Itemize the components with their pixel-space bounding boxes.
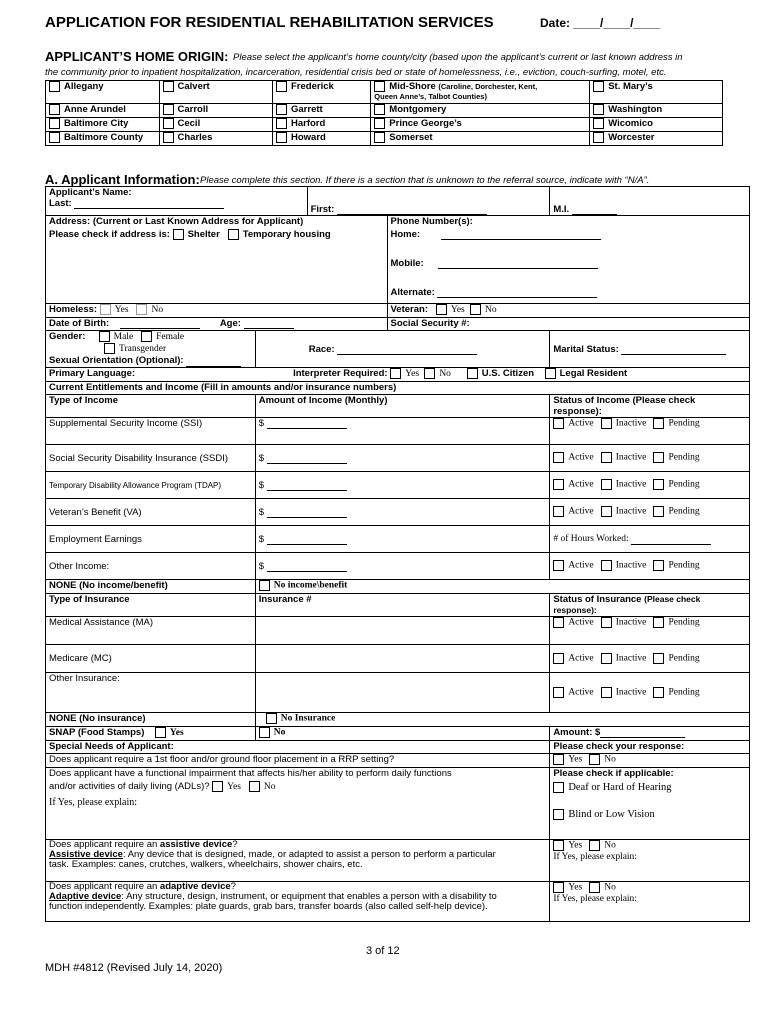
adl-question-2: and/or activities of daily living (ADLs)? xyxy=(49,781,210,793)
county-checkbox[interactable] xyxy=(374,118,385,129)
deaf-label: Deaf or Hard of Hearing xyxy=(568,782,672,794)
inactive-label: Inactive xyxy=(615,560,647,571)
active-label: Active xyxy=(568,418,594,429)
income-amount-input[interactable] xyxy=(267,544,347,545)
active-label: Active xyxy=(568,653,594,664)
active-checkbox[interactable] xyxy=(553,687,564,698)
male-checkbox[interactable] xyxy=(99,331,110,342)
inactive-checkbox[interactable] xyxy=(601,617,612,628)
no-insurance-label: No Insurance xyxy=(280,713,336,724)
assistive-yes-checkbox[interactable] xyxy=(553,840,564,851)
county-checkbox[interactable] xyxy=(374,132,385,143)
county-checkbox[interactable] xyxy=(49,118,60,129)
no-label: No xyxy=(604,882,616,893)
race-input[interactable] xyxy=(337,354,477,355)
no-label: No xyxy=(439,369,451,380)
county-checkbox[interactable] xyxy=(374,81,385,92)
veteran-yes-checkbox[interactable] xyxy=(436,304,447,315)
temp-housing-checkbox[interactable] xyxy=(228,229,239,240)
county-label: Washington xyxy=(608,104,663,116)
assistive-question: Does applicant require an xyxy=(49,839,158,851)
active-checkbox[interactable] xyxy=(553,506,564,517)
assistive-no-checkbox[interactable] xyxy=(589,840,600,851)
county-label: Mid-Shore xyxy=(389,81,436,93)
homeless-no-checkbox[interactable] xyxy=(136,304,147,315)
table-row xyxy=(46,472,750,499)
county-label: Anne Arundel xyxy=(64,104,126,116)
ssn-label: Social Security #: xyxy=(390,318,470,329)
insurance-num-input[interactable] xyxy=(255,673,550,713)
interpreter-yes-checkbox[interactable] xyxy=(390,368,401,379)
county-checkbox[interactable] xyxy=(163,118,174,129)
county-label: St. Mary’s xyxy=(608,81,653,93)
county-checkbox[interactable] xyxy=(374,104,385,115)
county-label: Wicomico xyxy=(608,118,653,130)
table-row xyxy=(46,499,750,526)
table-row xyxy=(46,418,750,445)
assistive-explain-label: If Yes, please explain: xyxy=(553,851,637,862)
income-type-cell: Temporary Disability Allowance Program (TDAP) xyxy=(46,472,256,499)
adl-explain-label: If Yes, please explain: xyxy=(49,797,138,809)
interpreter-no-checkbox[interactable] xyxy=(424,368,435,379)
yes-label: Yes xyxy=(114,305,129,316)
section-a-heading: A. Applicant Information: xyxy=(45,172,200,187)
origin-instructions-2: the community prior to inpatient hospitalization, incarceration, residential crisis bed or state of homelessness, i.e., eviction, couch-surfing, motel, etc. xyxy=(45,67,667,78)
no-label: No xyxy=(263,782,276,793)
veteran-no-checkbox[interactable] xyxy=(470,304,481,315)
special-needs-heading: Special Needs of Applicant: xyxy=(46,741,550,754)
pending-checkbox[interactable] xyxy=(653,418,664,429)
assistive-def-text-2: task. Examples: canes, crutches, walkers, wheelchairs, shower chairs, etc. xyxy=(49,859,363,871)
active-label: Active xyxy=(568,479,594,490)
inactive-label: Inactive xyxy=(615,418,647,429)
adaptive-def-term: Adaptive device xyxy=(49,891,122,903)
mobile-phone-label: Mobile: xyxy=(390,258,424,269)
amount-income-header: Amount of Income (Monthly) xyxy=(255,395,550,418)
first-name-input[interactable] xyxy=(337,214,487,215)
insurance-type-cell: Other Insurance: xyxy=(46,673,256,713)
adaptive-device-term: adaptive device xyxy=(159,881,231,893)
no-label: No xyxy=(485,305,497,316)
first-name-label: First: xyxy=(310,204,335,215)
insurance-num-input[interactable] xyxy=(255,645,550,673)
pending-checkbox[interactable] xyxy=(653,479,664,490)
hours-worked-label: # of Hours Worked: xyxy=(553,533,629,544)
mi-input[interactable] xyxy=(572,214,617,215)
no-label: No xyxy=(604,840,616,851)
transgender-label: Transgender xyxy=(119,344,167,355)
pending-label: Pending xyxy=(668,687,700,698)
inactive-checkbox[interactable] xyxy=(601,560,612,571)
income-amount-input[interactable] xyxy=(267,428,347,429)
county-label: Baltimore City xyxy=(64,118,129,130)
no-insurance-checkbox[interactable] xyxy=(266,713,277,724)
check-response-label: Please check your response: xyxy=(550,741,750,754)
address-check-label: Please check if address is: xyxy=(49,229,170,241)
active-checkbox[interactable] xyxy=(553,653,564,664)
county-label: Harford xyxy=(291,118,326,130)
transgender-checkbox[interactable] xyxy=(104,343,115,354)
snap-yes-checkbox[interactable] xyxy=(155,727,166,738)
address-label: Address: (Current or Last Known Address for Applicant) xyxy=(49,216,304,227)
adl-question: Does applicant have a functional impairment that affects his/her ability to perform daily functions xyxy=(49,768,452,780)
age-input[interactable] xyxy=(244,328,294,329)
veteran-label: Veteran: xyxy=(390,304,428,316)
county-label: Carroll xyxy=(177,104,209,116)
county-checkbox[interactable] xyxy=(276,132,287,143)
income-type-cell: Veteran’s Benefit (VA) xyxy=(46,499,256,526)
pending-label: Pending xyxy=(668,418,700,429)
type-insurance-header: Type of Insurance xyxy=(46,594,256,617)
insurance-num-header: Insurance # xyxy=(255,594,550,617)
origin-heading: APPLICANT’S HOME ORIGIN: xyxy=(45,49,229,64)
income-type-cell: Supplemental Security Income (SSI) xyxy=(46,418,256,445)
snap-label: SNAP (Food Stamps) xyxy=(49,727,145,739)
pending-label: Pending xyxy=(668,506,700,517)
no-label: No xyxy=(151,305,164,316)
pending-checkbox[interactable] xyxy=(653,617,664,628)
county-checkbox[interactable] xyxy=(276,104,287,115)
pending-checkbox[interactable] xyxy=(653,653,664,664)
pending-checkbox[interactable] xyxy=(653,687,664,698)
blind-checkbox[interactable] xyxy=(553,809,564,820)
income-amount-input[interactable] xyxy=(267,571,347,572)
county-checkbox[interactable] xyxy=(49,132,60,143)
adl-no-checkbox[interactable] xyxy=(249,781,260,792)
income-amount-input[interactable] xyxy=(267,490,347,491)
county-checkbox[interactable] xyxy=(276,118,287,129)
date-field[interactable]: Date: ____/____/____ xyxy=(540,16,661,30)
alternate-phone-label: Alternate: xyxy=(390,287,435,298)
origin-instructions: Please select the applicant’s home county/city (based upon the applicant’s current or last known address in xyxy=(233,52,683,63)
dollar-sign: $ xyxy=(258,479,265,491)
entitlements-heading: Current Entitlements and Income (Fill in amounts and/or insurance numbers) xyxy=(46,382,750,395)
dob-input[interactable] xyxy=(120,328,200,329)
assistive-device-term: assistive device xyxy=(159,839,233,851)
adaptive-def-text: : Any structure, design, instrument, or equipment that enables a person with a disability to xyxy=(121,891,497,903)
county-checkbox[interactable] xyxy=(276,81,287,92)
phone-label: Phone Number(s): xyxy=(390,216,473,227)
pending-label: Pending xyxy=(668,617,700,628)
dollar-sign: $ xyxy=(258,506,265,518)
dollar-sign: $ xyxy=(258,418,265,430)
adaptive-def-text-2: function independently. Examples: plate guards, grab bars, transfer boards (also called self-help device). xyxy=(49,901,488,913)
check-applicable-label: Please check if applicable: xyxy=(553,768,674,780)
county-checkbox[interactable] xyxy=(593,132,604,143)
status-insurance-note: (Please check response): xyxy=(553,594,701,616)
snap-amount-input[interactable] xyxy=(600,737,685,738)
marital-input[interactable] xyxy=(621,354,726,355)
yes-label: Yes xyxy=(227,782,241,793)
inactive-checkbox[interactable] xyxy=(601,687,612,698)
assistive-def-term: Assistive device xyxy=(49,849,123,861)
yes-label: Yes xyxy=(568,882,583,893)
pending-label: Pending xyxy=(668,479,700,490)
county-checkbox[interactable] xyxy=(163,104,174,115)
no-label: No xyxy=(604,754,616,765)
inactive-label: Inactive xyxy=(615,653,647,664)
active-label: Active xyxy=(568,452,594,463)
language-label: Primary Language: xyxy=(49,368,136,380)
inactive-label: Inactive xyxy=(615,452,647,463)
adaptive-yes-checkbox[interactable] xyxy=(553,882,564,893)
female-checkbox[interactable] xyxy=(141,331,152,342)
orientation-label: Sexual Orientation (Optional): xyxy=(49,355,184,367)
income-type-cell: Other Income: xyxy=(46,553,256,580)
floor-yes-checkbox[interactable] xyxy=(553,754,564,765)
snap-no-checkbox[interactable] xyxy=(259,727,270,738)
homeless-label: Homeless: xyxy=(49,304,98,316)
active-label: Active xyxy=(568,506,594,517)
active-label: Active xyxy=(568,687,594,698)
form-title: APPLICATION FOR RESIDENTIAL REHABILITATION SERVICES xyxy=(45,14,494,31)
blind-label: Blind or Low Vision xyxy=(568,809,655,821)
active-checkbox[interactable] xyxy=(553,560,564,571)
none-income-label: NONE (No income/benefit) xyxy=(46,580,256,594)
status-insurance-header: Status of Insurance xyxy=(553,594,642,606)
snap-amount-label: Amount: $ xyxy=(553,727,601,739)
county-checkbox[interactable] xyxy=(163,132,174,143)
adl-yes-checkbox[interactable] xyxy=(212,781,223,792)
income-type-cell: Social Security Disability Insurance (SSDI) xyxy=(46,445,256,472)
name-label: Applicant’s Name: xyxy=(49,187,132,198)
page-number: 3 of 12 xyxy=(366,945,400,957)
last-name-input[interactable] xyxy=(74,208,224,209)
yes-label: Yes xyxy=(568,840,583,851)
floor-no-checkbox[interactable] xyxy=(589,754,600,765)
us-citizen-label: U.S. Citizen xyxy=(481,368,535,380)
interpreter-label: Interpreter Required: xyxy=(293,368,388,380)
section-a-instructions: Please complete this section. If there is a section that is unknown to the referral source, indicate with “N/A”. xyxy=(200,175,650,186)
floor-question: Does applicant require a 1st floor and/or ground floor placement in a RRP setting? xyxy=(46,754,550,768)
yes-label: Yes xyxy=(405,369,420,380)
county-checkbox[interactable] xyxy=(593,118,604,129)
inactive-label: Inactive xyxy=(615,479,647,490)
deaf-checkbox[interactable] xyxy=(553,782,564,793)
assistive-def-text: : Any device that is designed, made, or adapted to assist a person to perform a particular xyxy=(122,849,496,861)
race-label: Race: xyxy=(308,343,335,355)
county-label: Montgomery xyxy=(389,104,447,116)
county-checkbox[interactable] xyxy=(49,81,60,92)
county-checkbox[interactable] xyxy=(593,104,604,115)
homeless-yes-checkbox[interactable] xyxy=(100,304,111,315)
last-name-label: Last: xyxy=(49,198,72,209)
table-row xyxy=(46,645,750,673)
status-income-header: Status of Income (Please check response): xyxy=(550,395,750,418)
inactive-checkbox[interactable] xyxy=(601,653,612,664)
insurance-num-input[interactable] xyxy=(255,617,550,645)
county-checkbox[interactable] xyxy=(49,104,60,115)
county-label: Calvert xyxy=(177,81,210,93)
yes-label: Yes xyxy=(169,728,184,739)
inactive-checkbox[interactable] xyxy=(601,506,612,517)
table-row xyxy=(46,553,750,580)
county-checkbox[interactable] xyxy=(163,81,174,92)
pending-checkbox[interactable] xyxy=(653,560,664,571)
pending-label: Pending xyxy=(668,452,700,463)
county-label: Charles xyxy=(177,132,213,144)
income-amount-input[interactable] xyxy=(267,463,347,464)
us-citizen-checkbox[interactable] xyxy=(467,368,478,379)
active-checkbox[interactable] xyxy=(553,452,564,463)
form-id: MDH #4812 (Revised July 14, 2020) xyxy=(45,962,223,974)
inactive-checkbox[interactable] xyxy=(601,418,612,429)
shelter-checkbox[interactable] xyxy=(173,229,184,240)
none-insurance-label: NONE (No insurance) xyxy=(46,713,256,727)
temp-housing-label: Temporary housing xyxy=(242,229,331,241)
hours-worked-input[interactable] xyxy=(631,544,711,545)
type-income-header: Type of Income xyxy=(46,395,256,418)
inactive-checkbox[interactable] xyxy=(601,452,612,463)
income-type-cell: Employment Earnings xyxy=(46,526,256,553)
marital-label: Marital Status: xyxy=(553,343,619,355)
county-grid xyxy=(45,80,723,146)
county-checkbox[interactable] xyxy=(593,81,604,92)
active-checkbox[interactable] xyxy=(553,617,564,628)
county-label: Howard xyxy=(291,132,326,144)
income-amount-input[interactable] xyxy=(267,517,347,518)
dollar-sign: $ xyxy=(258,452,265,464)
table-row xyxy=(46,526,750,553)
county-label: Allegany xyxy=(64,81,104,93)
county-label: Baltimore County xyxy=(64,132,144,144)
pending-checkbox[interactable] xyxy=(653,506,664,517)
home-phone-input[interactable] xyxy=(441,239,601,240)
legal-resident-checkbox[interactable] xyxy=(545,368,556,379)
no-label: No xyxy=(273,727,286,738)
inactive-label: Inactive xyxy=(615,617,647,628)
midshore-note-2: Queen Anne’s, Talbot Counties) xyxy=(374,92,487,102)
female-label: Female xyxy=(156,332,185,343)
home-phone-label: Home: xyxy=(390,229,421,240)
dollar-sign: $ xyxy=(258,533,265,545)
inactive-label: Inactive xyxy=(615,687,647,698)
orientation-input[interactable] xyxy=(186,366,241,367)
dollar-sign: $ xyxy=(258,560,265,572)
pending-checkbox[interactable] xyxy=(653,452,664,463)
age-label: Age: xyxy=(219,318,241,329)
active-checkbox[interactable] xyxy=(553,479,564,490)
midshore-note: (Caroline, Dorchester, Kent, xyxy=(438,82,538,92)
applicant-info-table: Applicant’s Name: Last: First: M.I. Address: (Current or Last Known Address for Applicant) Please check if address is: Shelter Temporary housing Phone Number(s): Home: Mobile: Alternate: Homeless: Yes No Veteran: Yes No Date of Birth: Age: Social Security #: Gender: Male Female Transgender Sexual Orientation (Optional): Race: Marital Status: Primary Language: Interpreter Required: Yes No U.S. Citizen Legal Resident Current Entitlements and Income (Fill in amounts and/or insurance numbers) Type of Income Amount of Income (Monthly) Status of Income (Please check response): Supplemental Security Income (SSI) $ Active Inactive Pending Social Security Disability Insurance (SSDI) $ Active Inactive Pending Temporary Disability Allowance Program (TDAP) $ Active Inactive Pending Veteran’s Benefit (VA) $ Active Inactive Pending Employment Earnings $ # of Hours Worked: Other Income: $ Active Inactive Pending NONE (No income/benefit) No income\benefit Type of Insurance Insurance # Status of Insurance (Please check response): Medical Assistance (MA) Active Inactive Pending Medicare (MC) Active Inactive Pending Other Insurance: Active Inactive Pending NONE (No insurance) No Insurance SNAP (Food Stamps) Yes No Amount: $ Special Needs of Applicant: Please check your response: Does applicant require a 1st floor and/or ground floor placement in a RRP setting? Yes No Does applicant have a functional impairment that affects his/her ability to perform daily functions and/or activities of daily living (ADLs)? Yes No If Yes, please explain: Please check if applicable: Deaf or Hard of Hearing Blind or Low Vision Does applicant require an assistive device? Assistive device: Any device that is designed, made, or adapted to assist a person to perform a particular task. Examples: canes, crutches, walkers, wheelchairs, shower chairs, etc. Yes No If Yes, please explain: Does applicant require an adaptive device? Adaptive device: Any structure, design, instrument, or equipment that enables a person with a disability to function independently. Examples: plate guards, grab bars, transfer boards (also called self-help device). Yes No If Yes, please explain: xyxy=(45,186,750,922)
no-income-label: No income\benefit xyxy=(273,580,348,591)
county-label: Garrett xyxy=(291,104,323,116)
yes-label: Yes xyxy=(568,754,583,765)
dob-label: Date of Birth: xyxy=(49,318,110,329)
alternate-phone-input[interactable] xyxy=(437,297,597,298)
adaptive-question: Does applicant require an xyxy=(49,881,158,893)
inactive-checkbox[interactable] xyxy=(601,479,612,490)
county-label: Worcester xyxy=(608,132,655,144)
insurance-type-cell: Medical Assistance (MA) xyxy=(46,617,256,645)
shelter-label: Shelter xyxy=(187,229,220,241)
active-label: Active xyxy=(568,560,594,571)
gender-label: Gender: xyxy=(49,331,86,343)
pending-label: Pending xyxy=(668,653,700,664)
county-label: Cecil xyxy=(177,118,201,130)
county-label: Frederick xyxy=(291,81,334,93)
active-checkbox[interactable] xyxy=(553,418,564,429)
table-row xyxy=(46,445,750,472)
inactive-label: Inactive xyxy=(615,506,647,517)
table-row xyxy=(46,617,750,645)
table-row xyxy=(46,673,750,713)
pending-label: Pending xyxy=(668,560,700,571)
no-income-checkbox[interactable] xyxy=(259,580,270,591)
male-label: Male xyxy=(113,332,134,343)
legal-resident-label: Legal Resident xyxy=(559,368,628,380)
county-label: Prince George’s xyxy=(389,118,462,130)
county-label: Somerset xyxy=(389,132,433,144)
mi-label: M.I. xyxy=(553,204,570,215)
adaptive-no-checkbox[interactable] xyxy=(589,882,600,893)
adaptive-explain-label: If Yes, please explain: xyxy=(553,893,637,904)
mobile-phone-input[interactable] xyxy=(438,268,598,269)
insurance-type-cell: Medicare (MC) xyxy=(46,645,256,673)
active-label: Active xyxy=(568,617,594,628)
yes-label: Yes xyxy=(450,305,465,316)
